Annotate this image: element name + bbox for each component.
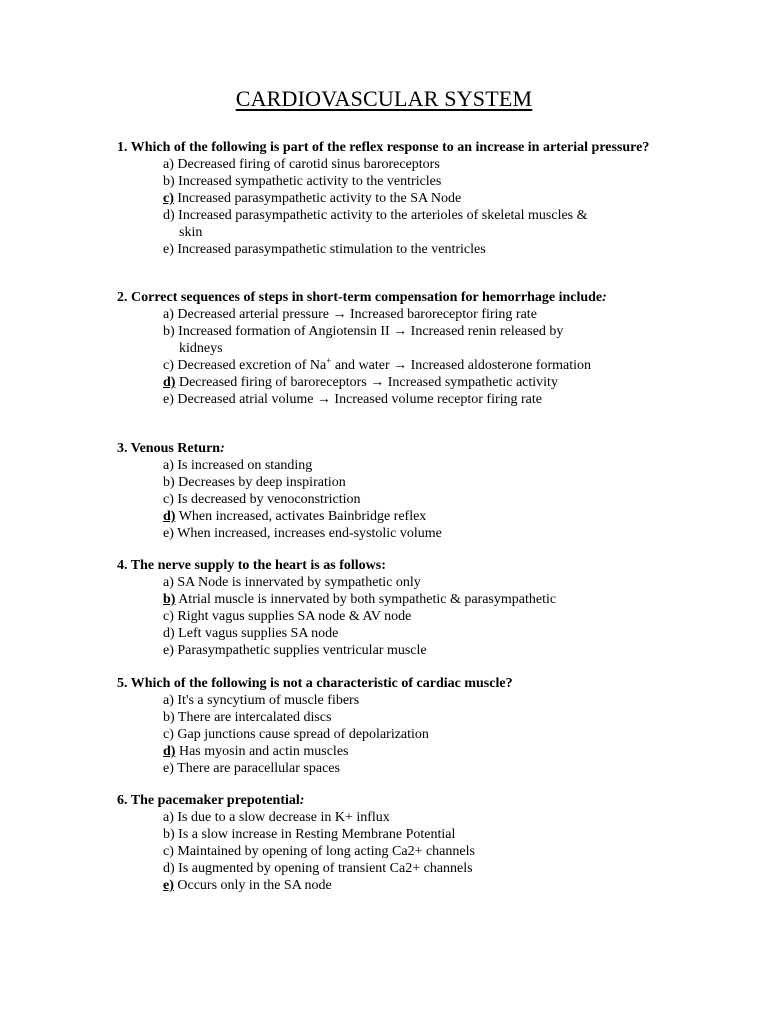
- option-list: [117, 156, 657, 258]
- option-d: d) Increased parasympathetic activity to the arterioles of skeletal muscles & skin: [163, 208, 588, 240]
- question-3: [117, 440, 657, 542]
- option-list: [117, 692, 657, 777]
- option-d: d) Is augmented by opening of transient Ca2+ channels: [163, 861, 473, 876]
- question-stem: 4. The nerve supply to the heart is as follows:: [117, 558, 386, 573]
- option-e: e) There are paracellular spaces: [163, 761, 340, 776]
- answer-marker: d): [163, 509, 176, 524]
- option-list: [117, 306, 657, 408]
- question-6: [117, 792, 657, 894]
- question-stem: 1. Which of the following is part of the reflex response to an increase in arterial pressure?: [117, 140, 650, 155]
- answer-marker: d): [163, 375, 176, 390]
- question-stem: 5. Which of the following is not a characteristic of cardiac muscle?: [117, 676, 513, 691]
- question-2: [117, 289, 657, 408]
- option-c: c) Increased parasympathetic activity to the SA Node: [163, 191, 462, 206]
- option-list: [117, 457, 657, 542]
- question-5: [117, 675, 657, 777]
- answer-marker: e): [163, 878, 174, 893]
- option-list: [117, 809, 657, 894]
- option-c: c) Maintained by opening of long acting Ca2+ channels: [163, 844, 475, 859]
- option-d: d) Left vagus supplies SA node: [163, 626, 339, 641]
- question-stem: 3. Venous Return:: [117, 441, 225, 456]
- option-b: b) There are intercalated discs: [163, 710, 332, 725]
- question-stem: 2. Correct sequences of steps in short-term compensation for hemorrhage include:: [117, 290, 607, 305]
- page-title: CARDIOVASCULAR SYSTEM: [235, 86, 533, 111]
- option-d: d) Has myosin and actin muscles: [163, 744, 349, 759]
- option-list: [117, 574, 657, 659]
- option-c: c) Right vagus supplies SA node & AV node: [163, 609, 412, 624]
- answer-marker: d): [163, 744, 176, 759]
- option-c: c) Decreased excretion of Na+ and water → Increased aldosterone formation: [163, 355, 591, 373]
- answer-marker: c): [163, 191, 174, 206]
- option-a: a) It's a syncytium of muscle fibers: [163, 693, 360, 708]
- option-a: a) SA Node is innervated by sympathetic only: [163, 575, 421, 590]
- option-b: b) Decreases by deep inspiration: [163, 475, 346, 490]
- option-e: e) Occurs only in the SA node: [163, 878, 332, 893]
- option-d: d) Decreased firing of baroreceptors → Increased sympathetic activity: [163, 375, 558, 390]
- answer-marker: b): [163, 592, 176, 607]
- option-e: e) Parasympathetic supplies ventricular muscle: [163, 643, 427, 658]
- option-d: d) When increased, activates Bainbridge reflex: [163, 509, 427, 524]
- option-a: a) Decreased arterial pressure → Increased baroreceptor firing rate: [163, 307, 537, 322]
- question-1: [117, 139, 657, 258]
- question-4: [117, 557, 657, 659]
- option-a: a) Is due to a slow decrease in K+ influx: [163, 810, 390, 825]
- option-e: e) Increased parasympathetic stimulation to the ventricles: [163, 242, 486, 257]
- option-b: b) Is a slow increase in Resting Membrane Potential: [163, 827, 456, 842]
- option-b: b) Increased formation of Angiotensin II → Increased renin released by kidneys: [163, 324, 564, 356]
- option-e: e) When increased, increases end-systolic volume: [163, 526, 442, 541]
- option-e: e) Decreased atrial volume → Increased volume receptor firing rate: [163, 392, 542, 407]
- option-c: c) Is decreased by venoconstriction: [163, 492, 361, 507]
- question-stem: 6. The pacemaker prepotential:: [117, 793, 305, 808]
- option-a: a) Decreased firing of carotid sinus baroreceptors: [163, 157, 440, 172]
- option-b: b) Increased sympathetic activity to the ventricles: [163, 174, 442, 189]
- option-a: a) Is increased on standing: [163, 458, 313, 473]
- option-b: b) Atrial muscle is innervated by both sympathetic & parasympathetic: [163, 592, 557, 607]
- option-c: c) Gap junctions cause spread of depolarization: [163, 727, 429, 742]
